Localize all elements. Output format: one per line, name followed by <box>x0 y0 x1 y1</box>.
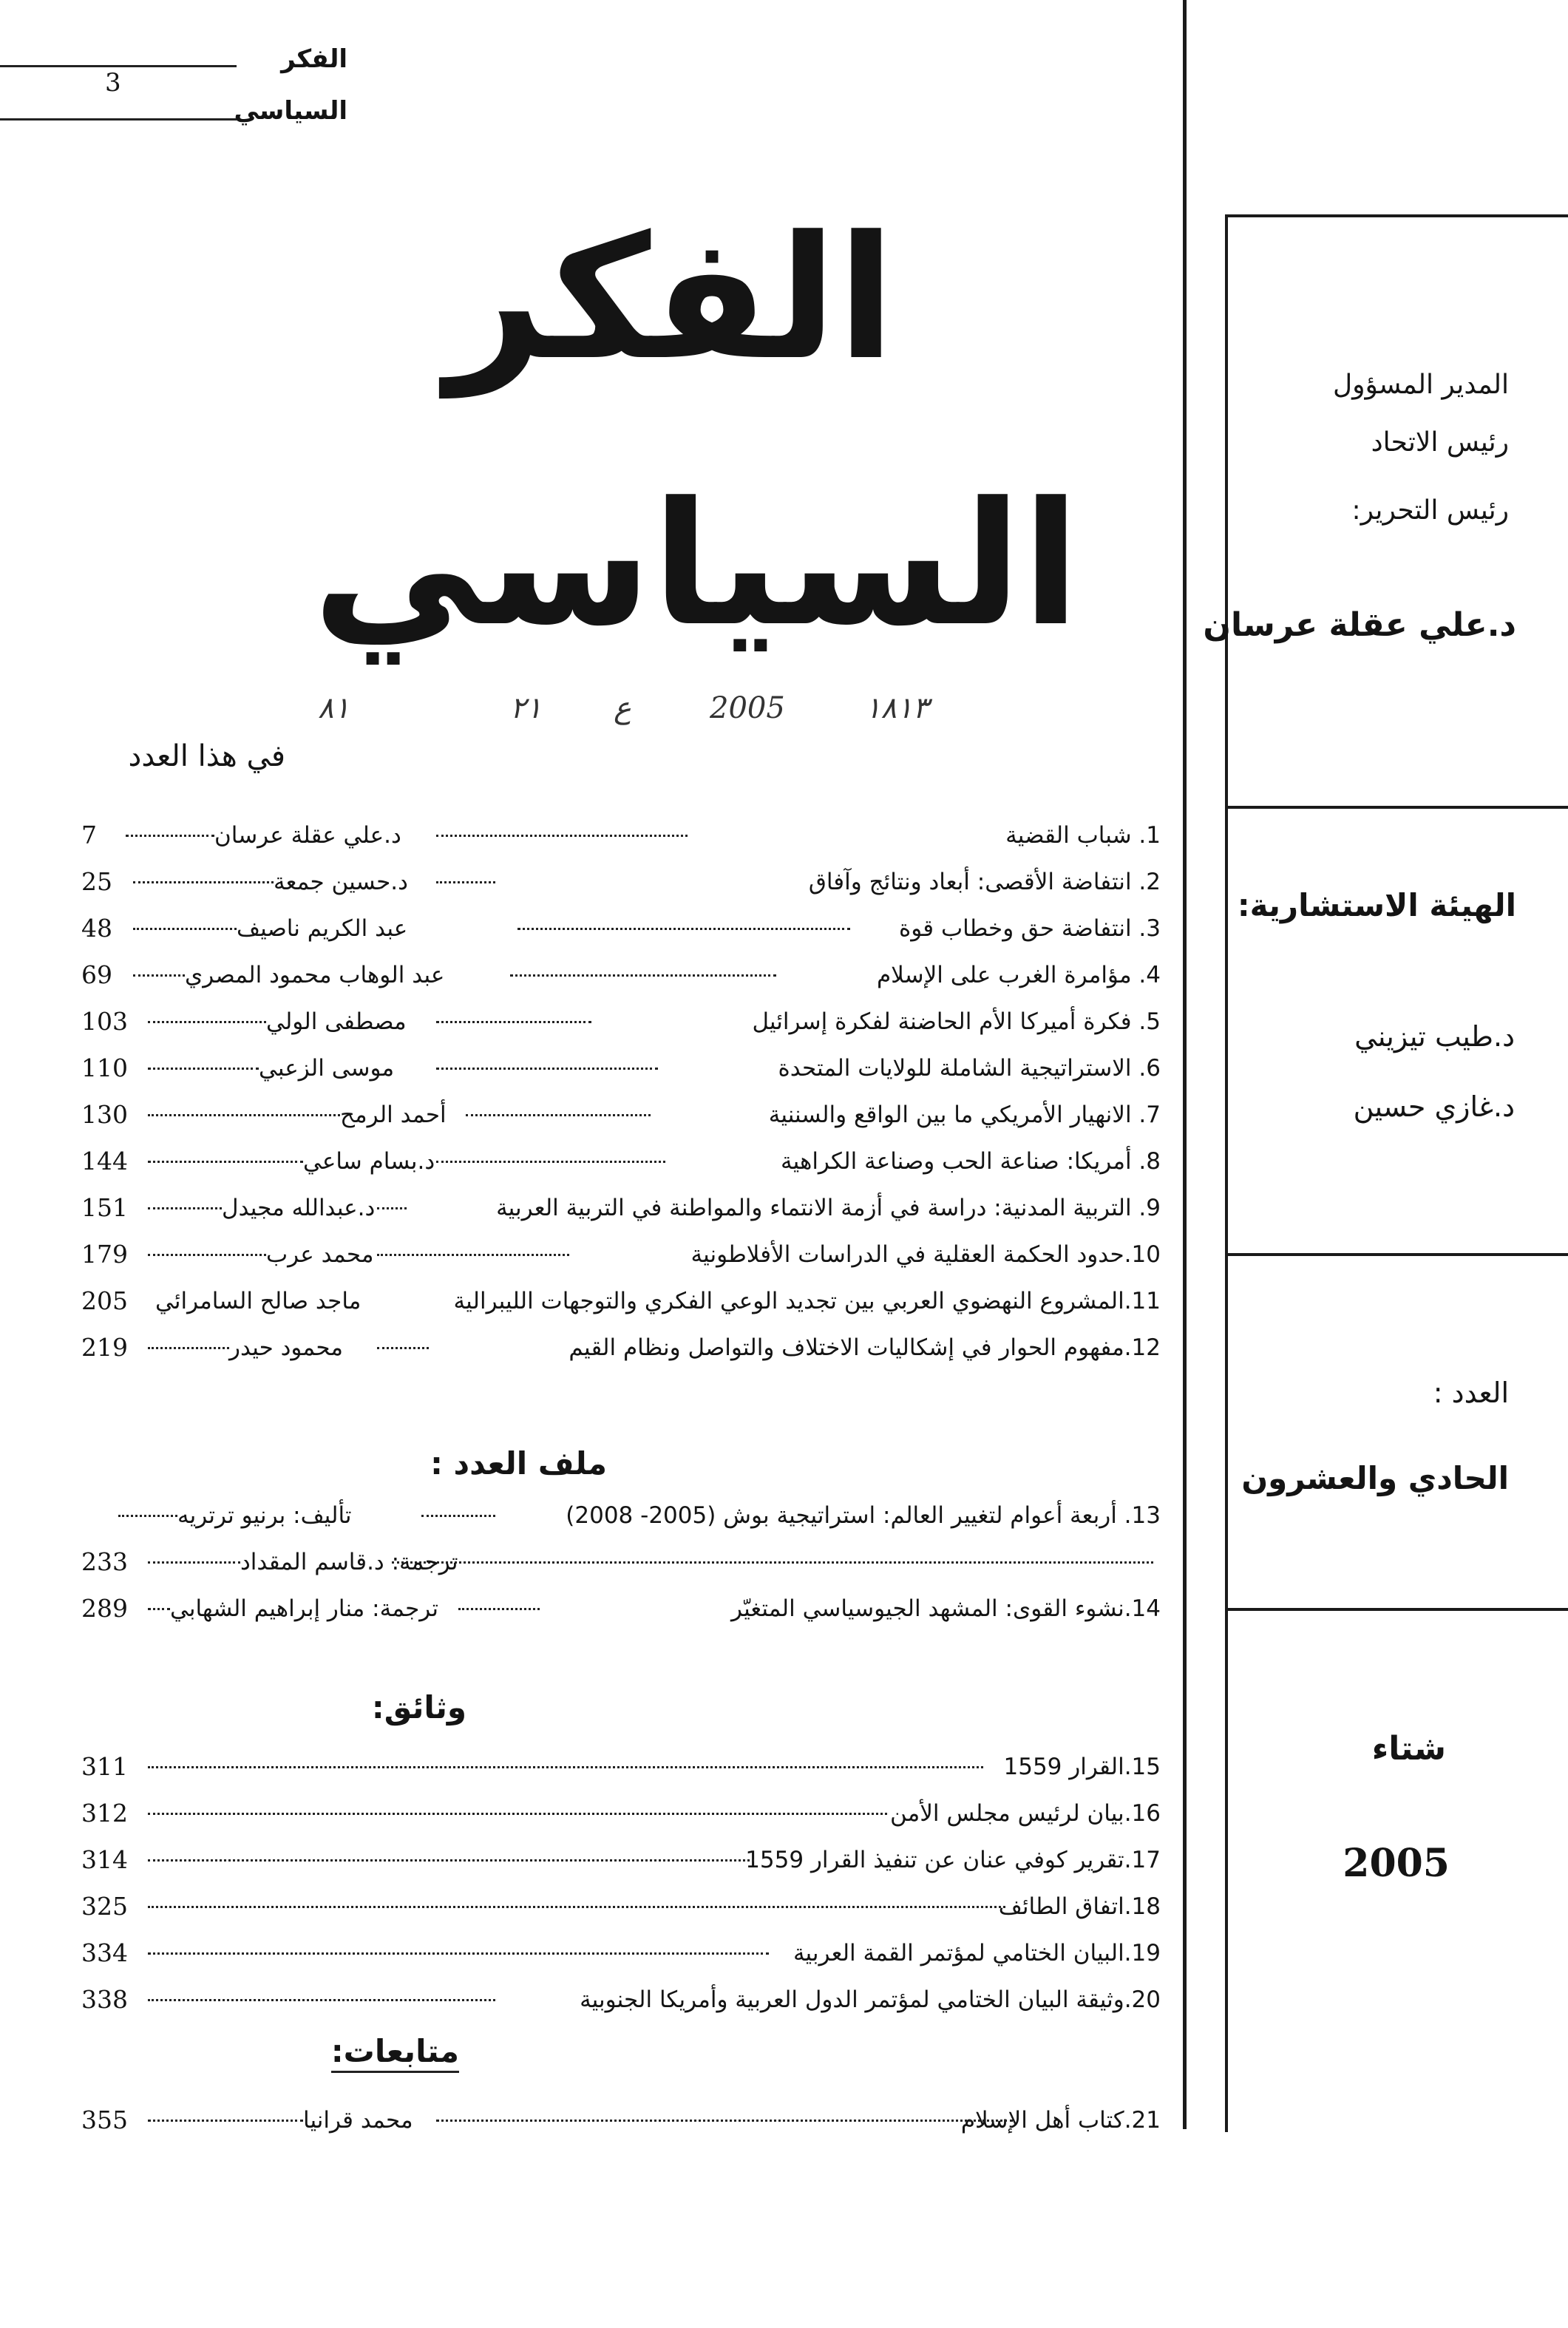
sidebar-divider <box>1225 1608 1568 1611</box>
season: شتاء <box>1371 1730 1446 1768</box>
toc-item-author: د.حسين جمعة <box>274 869 408 895</box>
advisor-name: د.طيب تيزيني <box>1354 1020 1515 1053</box>
file-title: ملف العدد : <box>430 1445 607 1482</box>
manager-line: رئيس التحرير: <box>1351 495 1509 526</box>
toc-item-page: 289 <box>81 1594 128 1623</box>
toc-item-author: عبد الوهاب محمود المصري <box>185 962 445 988</box>
handwritten-note: ٨١ <box>318 691 350 725</box>
leader-dots <box>377 1347 429 1349</box>
header-rule <box>0 65 237 67</box>
toc-item[interactable] <box>81 1283 1161 1320</box>
toc-item-page: 314 <box>81 1845 128 1874</box>
leader-dots <box>148 1347 229 1349</box>
toc-item-title: 13. أربعة أعوام لتغيير العالم: استراتيجية بوش (2005- 2008) <box>566 1502 1161 1529</box>
running-header <box>0 0 347 126</box>
toc-item-page: 338 <box>81 1985 128 2014</box>
toc-item-title: 20.وثيقة البيان الختامي لمؤتمر الدول العربية وأمريكا الجنوبية <box>580 1986 1161 2013</box>
leader-dots <box>148 1859 754 1862</box>
toc-item[interactable] <box>81 1748 1161 1785</box>
toc-item-title: 12.مفهوم الحوار في إشكاليات الاختلاف والتواصل ونظام القيم <box>569 1334 1161 1361</box>
leader-dots <box>148 1561 240 1564</box>
header-rule <box>0 118 237 121</box>
toc-item[interactable] <box>81 1842 1161 1879</box>
leader-dots <box>436 881 495 883</box>
column-divider <box>1183 0 1187 2129</box>
leader-dots <box>148 1952 769 1955</box>
toc-item-page: 103 <box>81 1007 128 1036</box>
toc-item-title: 19.البيان الختامي لمؤتمر القمة العربية <box>793 1940 1161 1966</box>
leader-dots <box>392 1561 1153 1564</box>
toc-item-author: محمد قرانيا <box>303 2107 413 2134</box>
toc-item-page: 312 <box>81 1799 128 1828</box>
toc-title: في هذا العدد <box>128 739 285 773</box>
toc-item-title: 17.تقرير كوفي عنان عن تنفيذ القرار 1559 <box>745 1847 1161 1873</box>
toc-item-title: 5. فكرة أميركا الأم الحاضنة لفكرة إسرائيل <box>752 1008 1161 1035</box>
leader-dots <box>118 1515 177 1517</box>
toc-item-author: د.عبدالله مجيدل <box>222 1195 376 1221</box>
toc-item[interactable] <box>81 863 1161 900</box>
leader-dots <box>148 1161 303 1163</box>
masthead-word2: السياسي <box>312 466 1080 664</box>
advisory-title: الهيئة الاستشارية: <box>1237 887 1516 923</box>
toc-item[interactable] <box>81 1590 1161 1627</box>
toc-item-title: 7. الانهيار الأمريكي ما بين الواقع والسننية <box>768 1102 1161 1128</box>
sidebar-divider <box>1225 806 1568 809</box>
toc-item-page: 233 <box>81 1547 128 1576</box>
leader-dots <box>421 1515 495 1517</box>
toc-item[interactable] <box>81 1795 1161 1832</box>
advisor-name: د.غازي حسين <box>1353 1090 1515 1123</box>
toc-item[interactable] <box>81 1329 1161 1366</box>
leader-dots <box>148 1999 495 2001</box>
toc-item-title: 18.اتفاق الطائف <box>998 1893 1161 1920</box>
toc-item-author: محمد عرب <box>266 1241 374 1268</box>
toc-item-title: 3. انتفاضة حق وخطاب قوة <box>899 915 1161 942</box>
toc-item-page: 325 <box>81 1892 128 1921</box>
leader-dots <box>377 1254 569 1256</box>
leader-dots <box>510 974 776 977</box>
toc-item-translator: ترجمة: منار إبراهيم الشهابي <box>170 1595 439 1622</box>
toc-item-title: 9. التربية المدنية: دراسة في أزمة الانتماء والمواطنة في التربية العربية <box>496 1195 1161 1221</box>
toc-item[interactable] <box>81 910 1161 947</box>
handwritten-note: 2005 <box>710 691 785 725</box>
toc-item-page: 144 <box>81 1147 128 1175</box>
leader-dots <box>517 928 850 930</box>
leader-dots <box>436 1068 658 1070</box>
manager-name: د.علي عقلة عرسان <box>1203 606 1516 644</box>
leader-dots <box>148 2120 303 2122</box>
toc-item[interactable] <box>81 1050 1161 1087</box>
toc-item-page: 69 <box>81 960 112 989</box>
toc-item-title: 10.حدود الحكمة العقلية في الدراسات الأفلاطونية <box>690 1241 1161 1268</box>
leader-dots <box>436 1021 591 1023</box>
leader-dots <box>436 2120 1013 2122</box>
header-journal-line1: الفكر <box>281 44 347 74</box>
leader-dots <box>133 881 274 883</box>
leader-dots <box>148 1906 1005 1908</box>
toc-item[interactable] <box>81 1003 1161 1040</box>
handwritten-note: ١٨١٣ <box>865 691 929 725</box>
followups-title: متابعات: <box>331 2033 459 2073</box>
toc-item-page: 110 <box>81 1053 128 1082</box>
leader-dots <box>148 1207 222 1209</box>
handwritten-note: ٢١ <box>510 691 542 725</box>
toc-item[interactable] <box>81 1236 1161 1273</box>
toc-item-author: تأليف: برنيو ترتريه <box>177 1502 352 1529</box>
toc-item-page: 311 <box>81 1752 128 1781</box>
leader-dots <box>133 928 237 930</box>
issue-value: الحادي والعشرون <box>1241 1460 1509 1496</box>
toc-item[interactable] <box>81 957 1161 994</box>
handwritten-note: ع <box>614 691 631 725</box>
toc-item-page: 130 <box>81 1100 128 1129</box>
toc-item[interactable] <box>81 2102 1161 2139</box>
toc-item-author: مصطفى الولي <box>266 1008 407 1035</box>
sidebar-divider <box>1225 1253 1568 1256</box>
toc-item-page: 219 <box>81 1333 128 1362</box>
manager-line: المدير المسؤول <box>1332 370 1509 400</box>
documents-title: وثائق: <box>371 1689 466 1725</box>
leader-dots <box>148 1021 266 1023</box>
toc-item-title: 14.نشوء القوى: المشهد الجيوسياسي المتغيّر <box>730 1595 1161 1622</box>
toc-item-page: 334 <box>81 1938 128 1967</box>
leader-dots <box>133 974 185 977</box>
toc-item-author: محمود حيدر <box>229 1334 343 1361</box>
leader-dots <box>466 1114 651 1116</box>
toc-item-page: 48 <box>81 914 112 943</box>
header-journal-line2: السياسي <box>234 96 347 126</box>
toc-item[interactable] <box>81 817 1161 854</box>
toc-item-title: 21.كتاب أهل الإسلام <box>960 2107 1161 2134</box>
toc-item-page: 25 <box>81 867 112 896</box>
issue-label: العدد : <box>1433 1377 1509 1409</box>
leader-dots <box>148 1114 340 1116</box>
toc-item-page: 151 <box>81 1193 128 1222</box>
toc-item[interactable] <box>81 1096 1161 1133</box>
toc-item-author: ماجد صالح السامرائي <box>155 1288 362 1314</box>
toc-item-author: موسى الزعبي <box>259 1055 395 1082</box>
toc-item-page: 205 <box>81 1286 128 1315</box>
leader-dots <box>377 1207 407 1209</box>
leader-dots <box>148 1254 266 1256</box>
toc-item[interactable] <box>81 1544 1161 1581</box>
toc-item[interactable] <box>81 1143 1161 1180</box>
leader-dots <box>148 1068 259 1070</box>
toc-item-author: أحمد الرمح <box>340 1102 447 1128</box>
toc-item-author: د.بسام ساعي <box>303 1148 435 1175</box>
toc-item-title: 4. مؤامرة الغرب على الإسلام <box>876 962 1161 988</box>
toc-item-title: 15.القرار 1559 <box>1003 1754 1161 1780</box>
leader-dots <box>148 1608 170 1610</box>
toc-item-page: 179 <box>81 1240 128 1269</box>
toc-item-title: 6. الاستراتيجية الشاملة للولايات المتحدة <box>778 1055 1161 1082</box>
leader-dots <box>458 1608 540 1610</box>
leader-dots <box>148 1766 983 1768</box>
toc-item-title: 16.بيان لرئيس مجلس الأمن <box>889 1800 1161 1827</box>
toc-item-title: 1. شباب القضية <box>1005 822 1161 849</box>
toc-item[interactable] <box>81 1935 1161 1972</box>
toc-item-author: د.علي عقلة عرسان <box>214 822 401 849</box>
toc-item-author: عبد الكريم ناصيف <box>237 915 408 942</box>
masthead-word1: الفكر <box>446 200 895 398</box>
toc-item-title: 8. أمريكا: صناعة الحب وصناعة الكراهية <box>781 1148 1161 1175</box>
toc-item-title: 11.المشروع النهضوي العربي بين تجديد الوعي الفكري والتوجهات الليبرالية <box>453 1288 1161 1314</box>
leader-dots <box>126 835 214 837</box>
page-number: 3 <box>105 68 121 98</box>
toc-item[interactable] <box>81 1888 1161 1925</box>
toc-item-page: 7 <box>81 821 97 849</box>
toc-item-title: 2. انتفاضة الأقصى: أبعاد ونتائج وآفاق <box>808 869 1161 895</box>
leader-dots <box>148 1813 887 1815</box>
leader-dots <box>436 835 688 837</box>
leader-dots <box>436 1161 665 1163</box>
manager-line: رئيس الاتحاد <box>1371 427 1509 458</box>
toc-item[interactable] <box>81 1190 1161 1226</box>
toc-item[interactable] <box>81 1981 1161 2018</box>
toc-item-page: 355 <box>81 2105 128 2134</box>
year: 2005 <box>1343 1841 1450 1886</box>
toc-item-translator: ترجمة: د.قاسم المقداد <box>240 1549 458 1575</box>
toc-item[interactable] <box>81 1497 1161 1534</box>
